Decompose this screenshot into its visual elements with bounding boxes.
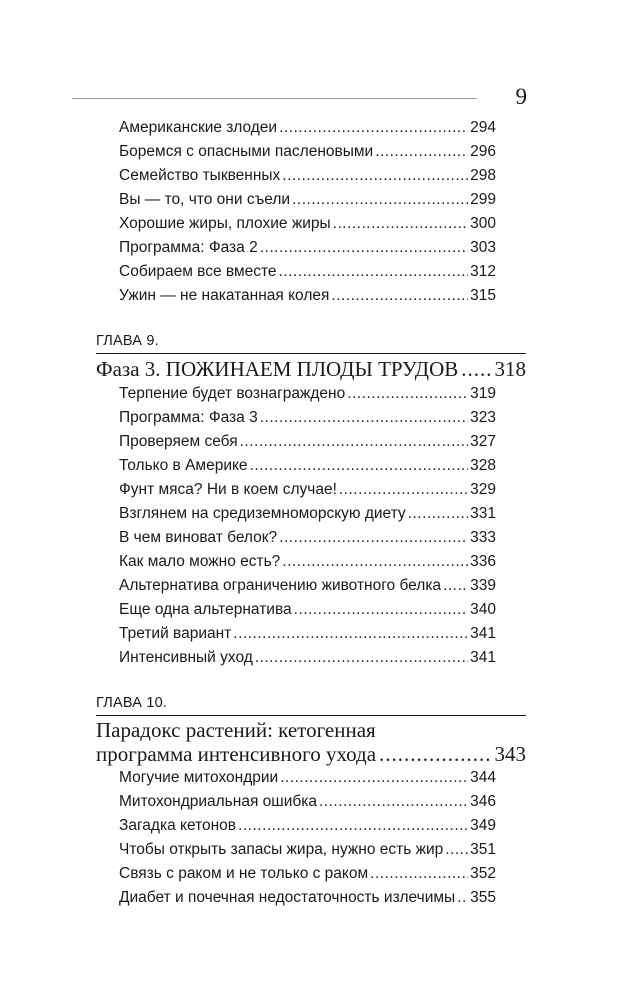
toc-entry: Митохондриальная ошибка ..... 346 — [119, 790, 496, 814]
toc-entry: Вы — то, что они съели ..... 299 — [119, 188, 496, 212]
toc-entry: Взглянем на средиземноморскую диету ..... 331 — [119, 502, 496, 526]
toc-entry: Диабет и почечная недостаточность излечимы ..... 355 — [119, 886, 496, 910]
toc-entry: Третий вариант ..... 341 — [119, 622, 496, 646]
chapter-9-label: ГЛАВА 9. — [96, 333, 159, 349]
toc-entry: Терпение будет вознаграждено ..... 319 — [119, 382, 496, 406]
chapter-10-rule — [96, 715, 526, 716]
toc-entry: Интенсивный уход ..... 341 — [119, 646, 496, 670]
toc-entry: Собираем все вместе ..... 312 — [119, 260, 496, 284]
toc-entry: Программа: Фаза 2 ..... 303 — [119, 236, 496, 260]
chapter-9-title: Фаза 3. ПОЖИНАЕМ ПЛОДЫ ТРУДОВ ..... 318 — [96, 356, 526, 382]
toc-entry: Проверяем себя ..... 327 — [119, 430, 496, 454]
toc-entry: Как мало можно есть? ..... 336 — [119, 550, 496, 574]
chapter-10-title: программа интенсивного ухода ..... 343 — [96, 741, 526, 767]
toc-entry: Боремся с опасными пасленовыми ..... 296 — [119, 140, 496, 164]
toc-entry: Хорошие жиры, плохие жиры ..... 300 — [119, 212, 496, 236]
toc-entry: Загадка кетонов ..... 349 — [119, 814, 496, 838]
toc-entry: Только в Америке ..... 328 — [119, 454, 496, 478]
header-rule — [72, 98, 477, 99]
toc-entry: Семейство тыквенных ..... 298 — [119, 164, 496, 188]
toc-entry: Еще одна альтернатива ..... 340 — [119, 598, 496, 622]
page-number: 9 — [515, 84, 527, 109]
chapter-9-rule — [96, 353, 526, 354]
toc-entry: Чтобы открыть запасы жира, нужно есть жир ..... 351 — [119, 838, 496, 862]
chapter-10-label: ГЛАВА 10. — [96, 695, 168, 711]
toc-entry: Американские злодеи ..... 294 — [119, 116, 496, 140]
chapter-10-title-line1: Парадокс растений: кетогенная — [96, 718, 376, 742]
toc-entry: Фунт мяса? Ни в коем случае! ..... 329 — [119, 478, 496, 502]
toc-entry: Ужин — не накатанная колея ..... 315 — [119, 284, 496, 308]
toc-entry: В чем виноват белок? ..... 333 — [119, 526, 496, 550]
toc-entry: Программа: Фаза 3 ..... 323 — [119, 406, 496, 430]
toc-entry: Альтернатива ограничению животного белка ..... 339 — [119, 574, 496, 598]
toc-entry: Могучие митохондрии ..... 344 — [119, 766, 496, 790]
toc-entry: Связь с раком и не только с раком ..... 352 — [119, 862, 496, 886]
